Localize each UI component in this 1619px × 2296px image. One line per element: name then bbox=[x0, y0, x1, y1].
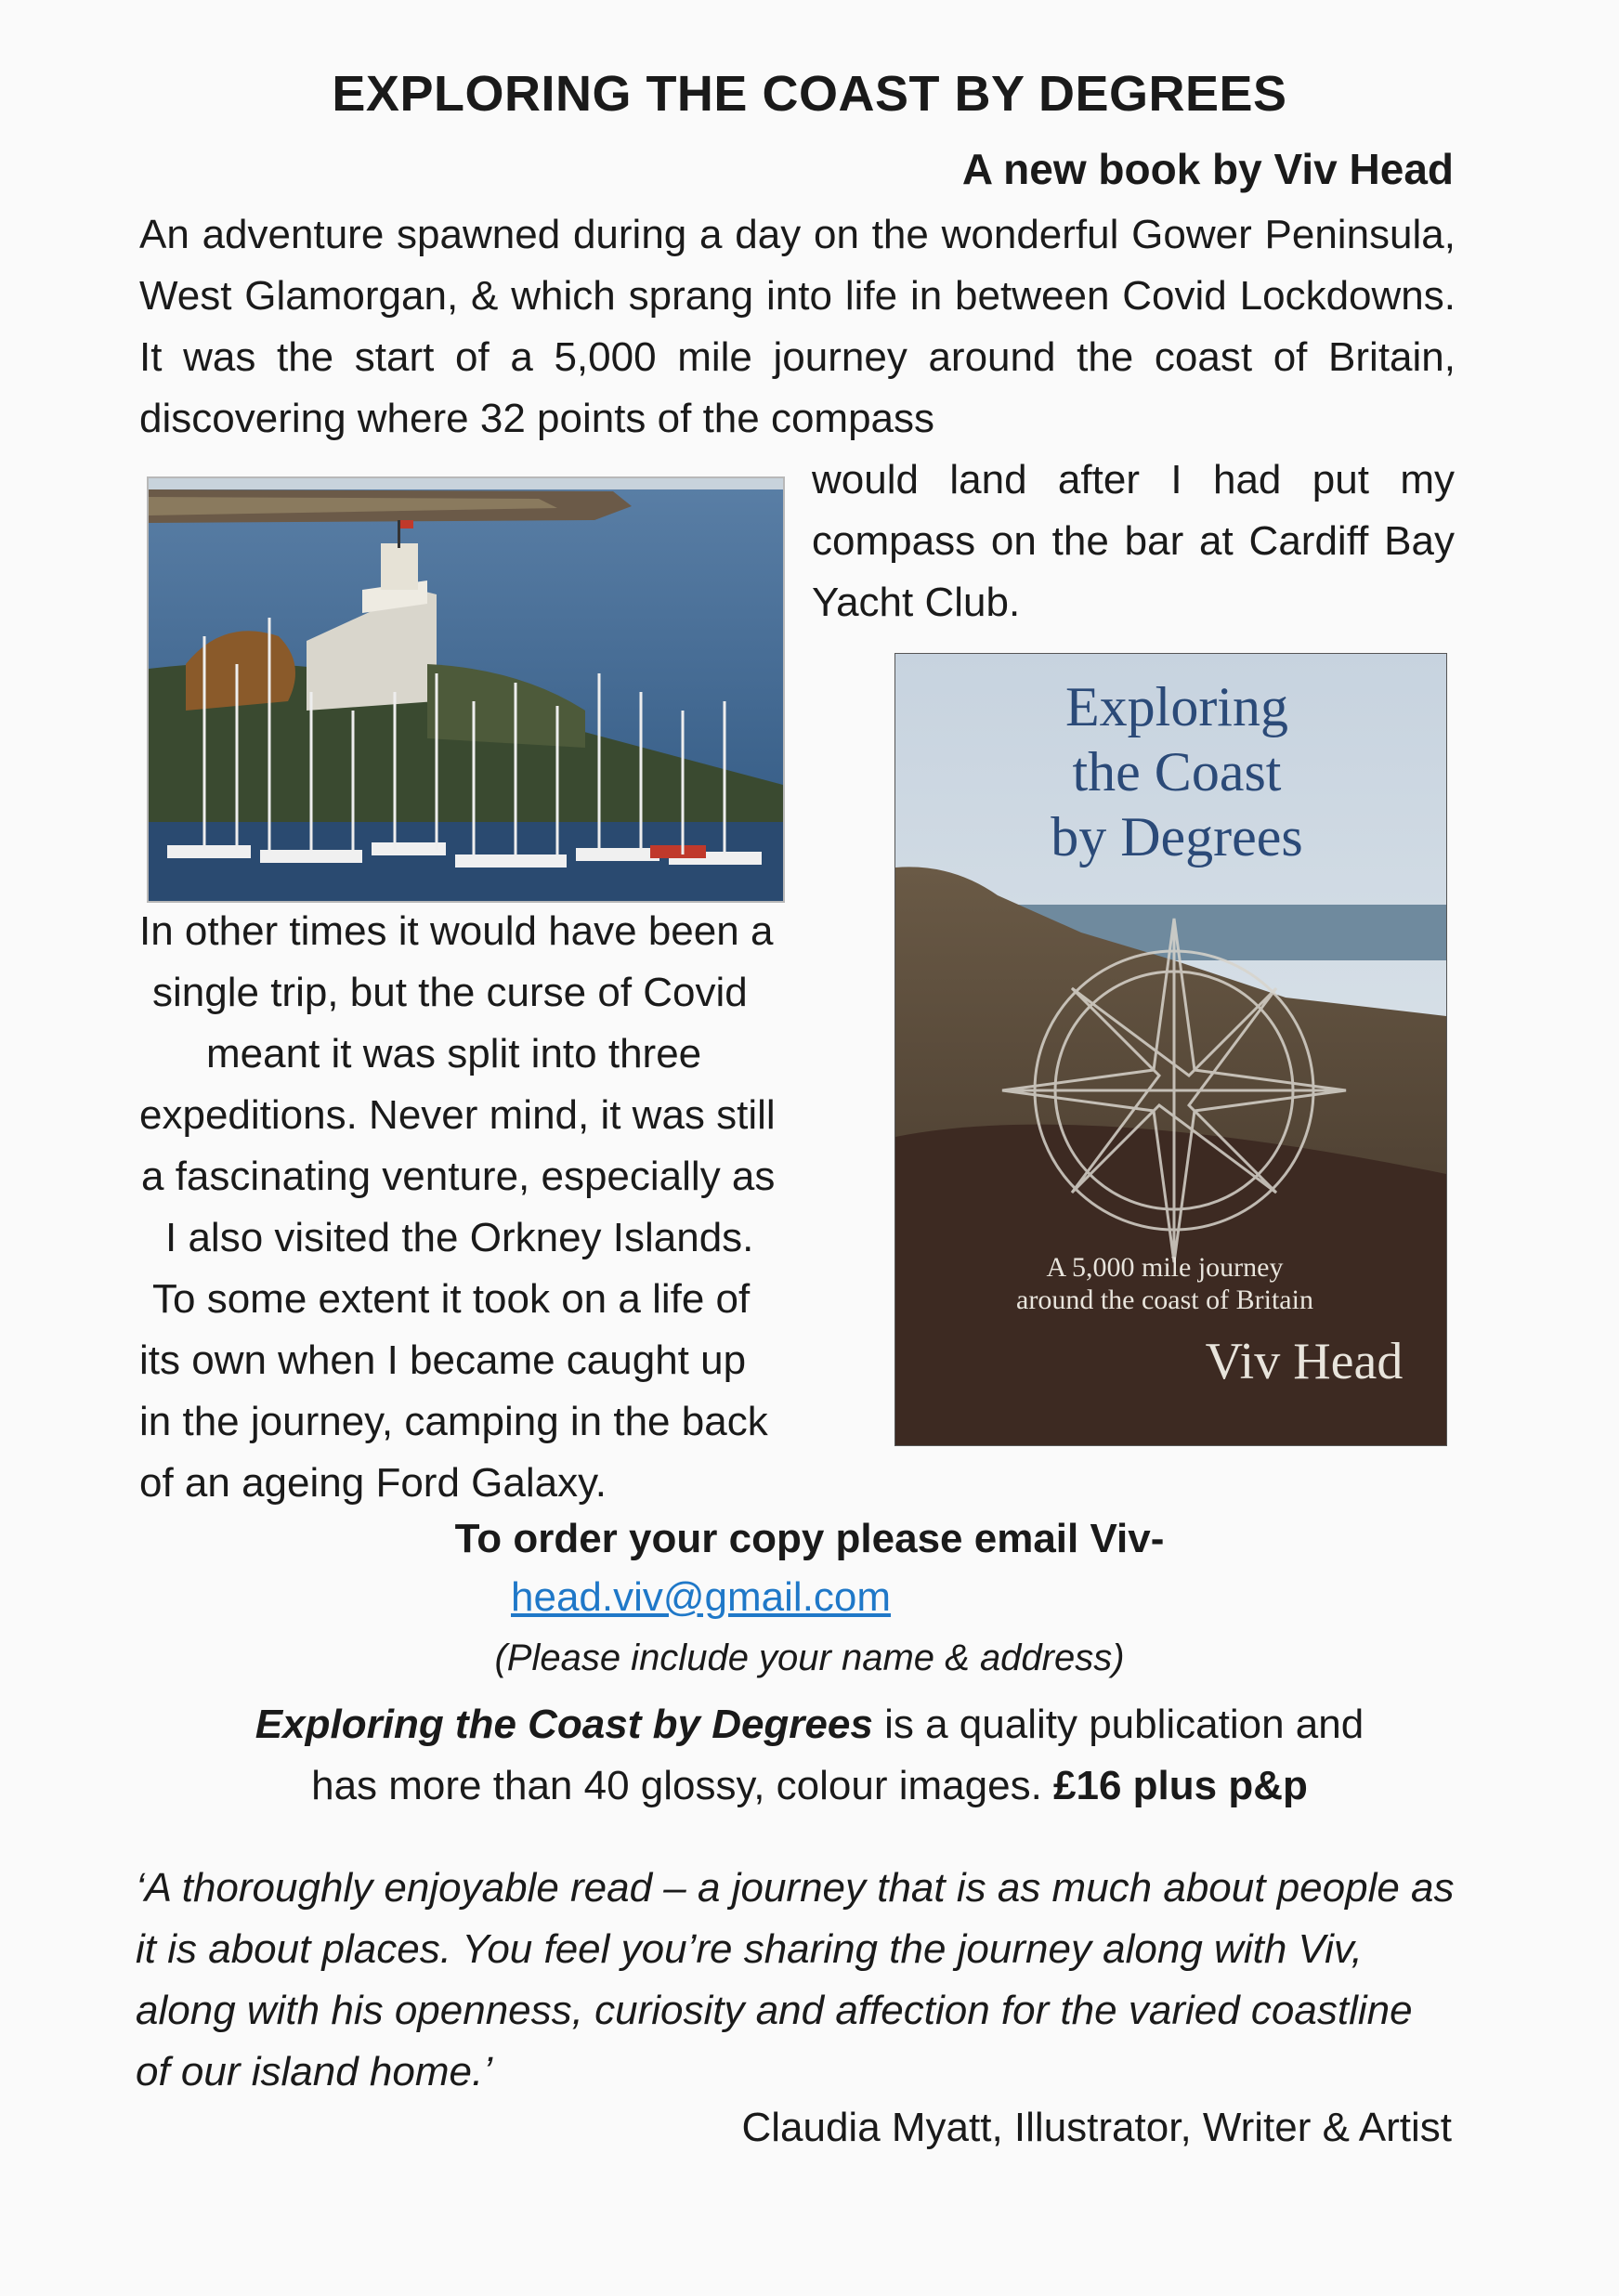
cover-title-line-2: the Coast bbox=[1072, 741, 1282, 802]
body-line: single trip, but the curse of Covid bbox=[152, 970, 748, 1015]
page-title: EXPLORING THE COAST BY DEGREES bbox=[332, 66, 1287, 122]
byline: A new book by Viv Head bbox=[961, 145, 1454, 193]
description-text-1: is a quality publication and bbox=[872, 1702, 1364, 1747]
body-line: In other times it would have been a bbox=[139, 908, 774, 954]
body-line: of an ageing Ford Galaxy. bbox=[139, 1460, 607, 1506]
cover-title-line-3: by Degrees bbox=[1051, 806, 1303, 868]
body-line: To some extent it took on a life of bbox=[152, 1276, 751, 1322]
cover-author: Viv Head bbox=[1205, 1333, 1404, 1390]
body-line: expeditions. Never mind, it was still bbox=[139, 1092, 776, 1138]
description-text-2: has more than 40 glossy, colour images. bbox=[311, 1763, 1054, 1808]
book-title-inline: Exploring the Coast by Degrees bbox=[255, 1702, 873, 1747]
quote-attribution: Claudia Myatt, Illustrator, Writer & Artist bbox=[741, 2105, 1452, 2150]
book-cover bbox=[894, 653, 1447, 1446]
body-line: its own when I became caught up bbox=[139, 1337, 747, 1383]
cover-title-line-1: Exploring bbox=[1065, 676, 1288, 737]
review-quote: ‘A thoroughly enjoyable read – a journey that is as much about people as it is about places. You feel you’re sharing the journey along with Viv, along with his openness, curiosity and affection for the varied coastline of our island home.’ bbox=[136, 1865, 1455, 2094]
body-line: meant it was split into three bbox=[206, 1031, 702, 1076]
email-link[interactable]: head.viv@gmail.com bbox=[511, 1574, 892, 1620]
cover-subtitle-line-1: A 5,000 mile journey bbox=[1046, 1252, 1284, 1283]
order-instruction: To order your copy please email Viv- bbox=[454, 1516, 1165, 1561]
intro-paragraph: An adventure spawned during a day on the wonderful Gower Peninsula, West Glamorgan, & which sprang into life in between Covid Lockdowns. It was the start of a 5,000 mile journey around the coast of Britain, discovering where 32 points of the compass bbox=[139, 212, 1456, 441]
order-note: (Please include your name & address) bbox=[494, 1637, 1125, 1678]
book-description bbox=[0, 1694, 1619, 1817]
yacht-club-photo bbox=[147, 476, 785, 903]
body-line: I also visited the Orkney Islands. bbox=[165, 1215, 754, 1260]
description-line-1 bbox=[0, 1694, 1619, 1755]
cover-subtitle-line-2: around the coast of Britain bbox=[1016, 1285, 1313, 1315]
price: £16 plus p&p bbox=[1053, 1763, 1308, 1808]
body-line: in the journey, camping in the back bbox=[139, 1399, 768, 1444]
description-line-2 bbox=[0, 1755, 1619, 1817]
body-paragraph bbox=[139, 901, 862, 1514]
body-line: a fascinating venture, especially as bbox=[141, 1154, 776, 1199]
intro-paragraph-continued: would land after I had put my compass on the bar at Cardiff Bay Yacht Club. bbox=[812, 457, 1455, 625]
